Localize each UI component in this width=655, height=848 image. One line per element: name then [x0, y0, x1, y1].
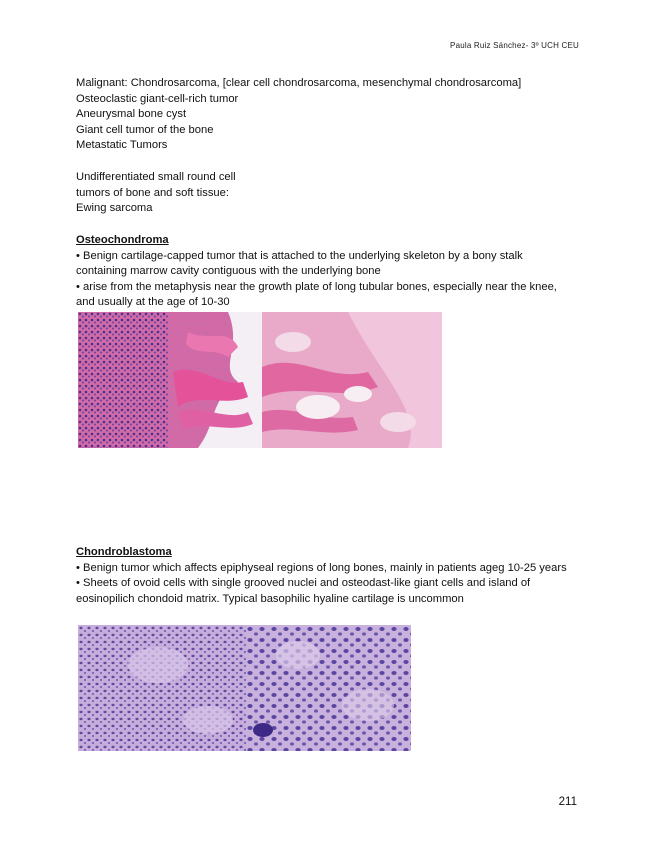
- bullet-text: • Benign cartilage-capped tumor that is attached to the underlying skeleton by a bony stalk containing marrow cavity contiguous with the underlying bone: [76, 249, 523, 278]
- bullet-text: • Sheets of ovoid cells with single grooved nuclei and osteodast-like giant cells and island of eosinopilich chondoid matrix. Typical basophilic hyaline cartilage is uncommon: [76, 577, 531, 605]
- tumor-list: [76, 76, 576, 154]
- bullet-text: • Benign tumor which affects epiphyseal regions of long bones, mainly in patients ageg 10-25 years: [76, 561, 567, 574]
- list-line: Malignant: Chondrosarcoma, [clear cell chondrosarcoma, mesenchymal chondrosarcoma]: [76, 77, 522, 89]
- list-line: Aneurysmal bone cyst: [76, 108, 187, 121]
- bullet-text: • arise from the metaphysis near the growth plate of long tubular bones, especially near the knee, and usually at the age of 10-30: [76, 280, 557, 309]
- chondroblastoma-section: [76, 545, 576, 607]
- section-heading-chondroblastoma: Chondroblastoma: [76, 546, 172, 558]
- page-number: 211: [558, 796, 577, 808]
- list-line: tumors of bone and soft tissue:: [76, 186, 229, 199]
- list-line: Giant cell tumor of the bone: [76, 123, 214, 136]
- list-line: Undifferentiated small round cell: [76, 171, 236, 183]
- chondroblastoma-histology-image: [78, 625, 411, 751]
- section-heading-osteochondroma: Osteochondroma: [76, 234, 169, 246]
- small-round-cell-list: [76, 170, 576, 217]
- list-line: Osteoclastic giant-cell-rich tumor: [76, 92, 239, 105]
- page-header-author: Paula Ruiz Sánchez- 3º UCH CEU: [450, 41, 579, 50]
- list-line: Ewing sarcoma: [76, 202, 153, 215]
- osteochondroma-section: [76, 233, 576, 311]
- list-line: Metastatic Tumors: [76, 139, 168, 152]
- osteochondroma-histology-image: [78, 312, 442, 448]
